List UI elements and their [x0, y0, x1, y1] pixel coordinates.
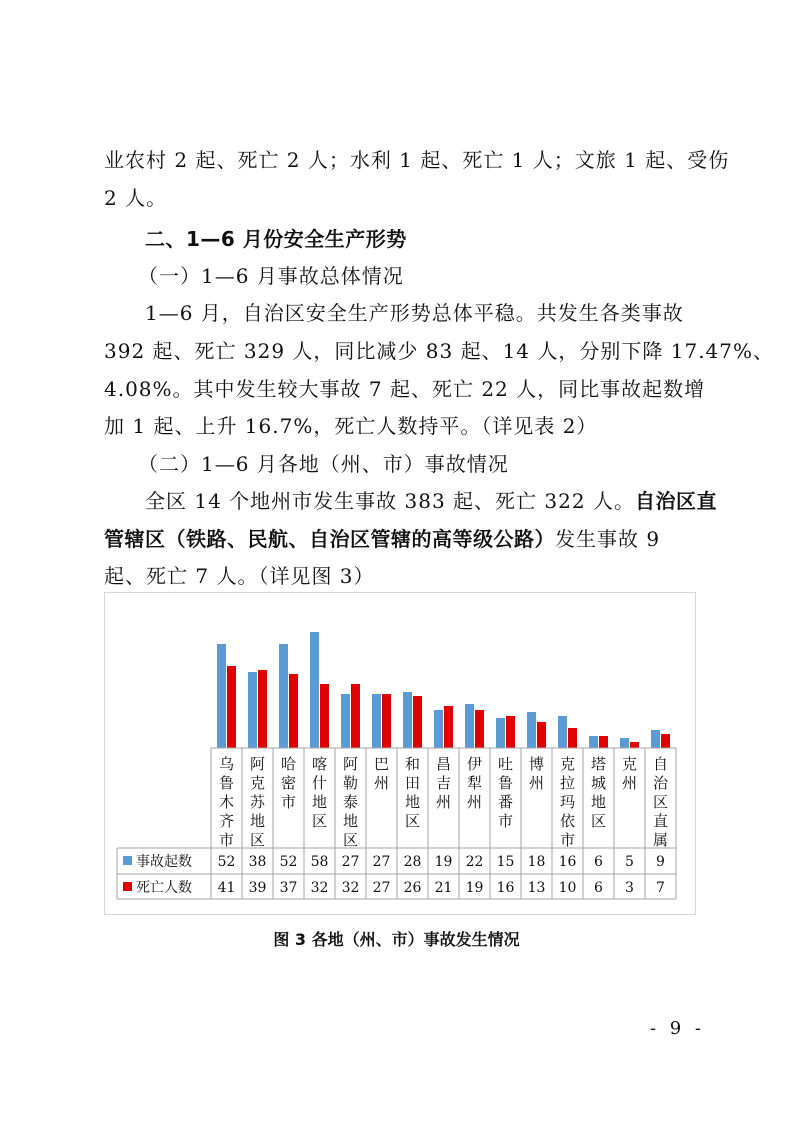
bar-deaths	[661, 734, 670, 748]
data-value: 3	[625, 880, 634, 896]
category-label-char: 苏	[249, 793, 266, 811]
category-label-char: 田	[404, 774, 421, 792]
category-label-char: 木	[218, 793, 235, 811]
category-label-char: 州	[373, 774, 390, 792]
bar-accidents	[496, 718, 505, 748]
chart-frame	[104, 592, 696, 915]
category-label-char: 昌	[435, 755, 452, 773]
para-line-2: 2 人。	[104, 186, 168, 210]
data-value: 19	[434, 854, 453, 870]
category-label-char: 密	[280, 774, 297, 792]
legend-swatch-deaths	[123, 882, 132, 891]
category-label-char: 市	[497, 812, 514, 830]
data-value: 28	[403, 854, 422, 870]
legend-label-accidents: 事故起数	[136, 854, 192, 870]
para-2-text: 全区 14 个地州市发生事故 383 起、死亡 322 人。	[145, 489, 635, 513]
category-label-char: 克	[559, 755, 576, 773]
category-label-char: 城	[590, 774, 607, 792]
bar-deaths	[475, 710, 484, 748]
data-value: 10	[558, 880, 577, 896]
category-label-char: 州	[435, 793, 452, 811]
bar-deaths	[599, 736, 608, 748]
subsection-heading-2: （二）1—6 月各地（州、市）事故情况	[138, 452, 509, 476]
data-value: 6	[594, 854, 603, 870]
category-label-char: 州	[621, 774, 638, 792]
category-label-char: 犁	[466, 774, 483, 792]
bar-accidents	[651, 730, 660, 748]
category-label-char: 市	[559, 831, 576, 849]
para-2-line-1	[0, 489, 793, 513]
category-label-char: 市	[280, 793, 297, 811]
category-label-char: 属	[652, 831, 669, 849]
data-value: 37	[279, 880, 298, 896]
category-label-char: 番	[497, 793, 514, 811]
category-label-char: 吐	[497, 755, 514, 773]
bar-accidents	[403, 692, 412, 748]
category-label-char: 区	[342, 831, 359, 849]
legend-label-deaths: 死亡人数	[136, 880, 192, 896]
page-number: - 9 -	[649, 1018, 705, 1039]
para-2-bold-text: 管辖区（铁路、民航、自治区管辖的高等级公路）	[104, 527, 555, 551]
bar-accidents	[527, 712, 536, 748]
data-value: 7	[656, 880, 665, 896]
data-value: 19	[465, 880, 484, 896]
data-value: 16	[558, 854, 577, 870]
data-value: 21	[434, 880, 453, 896]
category-label-char: 州	[528, 774, 545, 792]
category-label-char: 拉	[559, 774, 576, 792]
category-label-char: 勒	[342, 774, 359, 792]
category-label-char: 地	[342, 812, 359, 830]
category-label-char: 什	[311, 774, 328, 792]
category-label-char: 区	[249, 831, 266, 849]
para-2-text: 发生事故 9	[555, 527, 661, 551]
category-label-char: 直	[652, 812, 669, 830]
data-value: 13	[527, 880, 546, 896]
bar-deaths	[382, 694, 391, 748]
bar-accidents	[434, 710, 443, 748]
data-value: 22	[465, 854, 484, 870]
data-value: 27	[372, 880, 391, 896]
bar-accidents	[372, 694, 381, 748]
category-label-char: 齐	[218, 812, 235, 830]
category-label-char: 州	[466, 793, 483, 811]
category-label-char: 阿	[342, 755, 359, 773]
accident-bar-chart	[105, 593, 695, 914]
category-label-char: 地	[249, 812, 266, 830]
data-value: 6	[594, 880, 603, 896]
data-value: 27	[372, 854, 391, 870]
data-value: 38	[248, 854, 267, 870]
figure-caption: 图 3 各地（州、市）事故发生情况	[273, 930, 520, 949]
data-value: 27	[341, 854, 360, 870]
para-2-line-3: 起、死亡 7 人。（详见图 3）	[104, 564, 375, 588]
section-heading: 二、1—6 月份安全生产形势	[145, 227, 407, 251]
bar-accidents	[248, 672, 257, 748]
category-label-char: 区	[590, 812, 607, 830]
category-label-char: 克	[249, 774, 266, 792]
bar-accidents	[558, 716, 567, 748]
data-value: 41	[217, 880, 236, 896]
bar-deaths	[320, 684, 329, 748]
bar-deaths	[506, 716, 515, 748]
data-value: 26	[403, 880, 422, 896]
category-label-char: 区	[652, 793, 669, 811]
para-line-1: 业农村 2 起、死亡 2 人；水利 1 起、死亡 1 人；文旅 1 起、受伤	[104, 148, 730, 172]
category-label-char: 自	[652, 755, 669, 773]
category-label-char: 依	[559, 812, 576, 830]
para-2-line-2	[0, 527, 793, 551]
category-label-char: 区	[404, 812, 421, 830]
data-value: 16	[496, 880, 515, 896]
category-label-char: 市	[218, 831, 235, 849]
para-1-line-2: 392 起、死亡 329 人，同比减少 83 起、14 人，分别下降 17.47%、	[104, 339, 775, 363]
category-label-char: 伊	[466, 755, 483, 773]
data-value: 32	[341, 880, 360, 896]
data-value: 5	[625, 854, 634, 870]
category-label-char: 地	[404, 793, 421, 811]
bar-deaths	[630, 742, 639, 748]
category-label-char: 巴	[373, 755, 390, 773]
bar-deaths	[227, 666, 236, 748]
data-value: 18	[527, 854, 546, 870]
bar-deaths	[568, 728, 577, 748]
category-label-char: 博	[528, 755, 545, 773]
category-label-char: 玛	[559, 793, 576, 811]
category-label-char: 阿	[249, 755, 266, 773]
category-label-char: 和	[404, 755, 421, 773]
bar-deaths	[258, 670, 267, 748]
data-value: 15	[496, 854, 515, 870]
bar-deaths	[444, 706, 453, 748]
category-label-char: 区	[311, 812, 328, 830]
bar-deaths	[537, 722, 546, 748]
bar-accidents	[279, 644, 288, 748]
category-label-char: 哈	[280, 755, 297, 773]
data-value: 52	[217, 854, 236, 870]
data-value: 9	[656, 854, 665, 870]
category-label-char: 塔	[590, 755, 607, 773]
legend-swatch-accidents	[123, 856, 132, 865]
category-label-char: 地	[311, 793, 328, 811]
bar-accidents	[217, 644, 226, 748]
data-value: 32	[310, 880, 329, 896]
bar-deaths	[351, 684, 360, 748]
category-label-char: 地	[590, 793, 607, 811]
bar-deaths	[289, 674, 298, 748]
category-label-char: 泰	[342, 793, 359, 811]
category-label-char: 鲁	[497, 774, 514, 792]
data-value: 39	[248, 880, 267, 896]
bar-accidents	[620, 738, 629, 748]
bar-accidents	[310, 632, 319, 748]
category-label-char: 鲁	[218, 774, 235, 792]
para-1-line-1: 1—6 月，自治区安全生产形势总体平稳。共发生各类事故	[145, 301, 684, 325]
subsection-heading-1: （一）1—6 月事故总体情况	[138, 264, 404, 288]
bar-accidents	[341, 694, 350, 748]
bar-accidents	[589, 736, 598, 748]
para-2-bold-text: 自治区直	[634, 489, 717, 513]
data-value: 58	[310, 854, 329, 870]
category-label-char: 乌	[218, 755, 235, 773]
para-1-line-4: 加 1 起、上升 16.7%，死亡人数持平。（详见表 2）	[104, 414, 598, 438]
bar-accidents	[465, 704, 474, 748]
category-label-char: 喀	[311, 755, 328, 773]
bar-deaths	[413, 696, 422, 748]
category-label-char: 治	[652, 774, 669, 792]
data-value: 52	[279, 854, 298, 870]
category-label-char: 吉	[435, 774, 452, 792]
para-1-line-3: 4.08%。其中发生较大事故 7 起、死亡 22 人，同比事故起数增	[104, 377, 706, 401]
category-label-char: 克	[621, 755, 638, 773]
